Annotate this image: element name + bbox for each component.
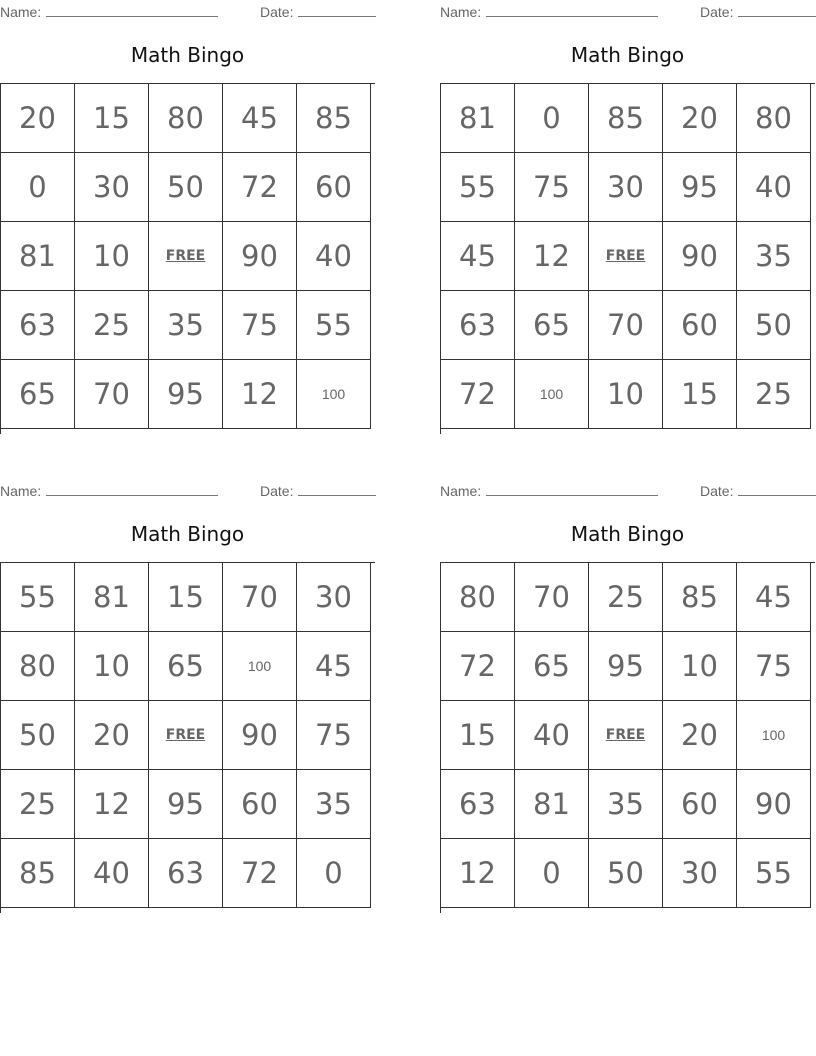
bingo-cell[interactable]: 85 bbox=[297, 84, 371, 153]
bingo-cell[interactable]: 45 bbox=[297, 632, 371, 701]
date-blank-line[interactable] bbox=[738, 3, 816, 17]
bingo-cell[interactable]: 95 bbox=[663, 153, 737, 222]
date-label: Date: bbox=[260, 483, 294, 499]
bingo-cell[interactable]: 15 bbox=[441, 701, 515, 770]
name-blank-line[interactable] bbox=[486, 3, 658, 17]
bingo-cell[interactable]: 60 bbox=[223, 770, 297, 839]
bingo-cell[interactable]: 60 bbox=[663, 291, 737, 360]
bingo-cell[interactable]: 90 bbox=[737, 770, 811, 839]
bingo-cell[interactable]: 10 bbox=[589, 360, 663, 429]
bingo-cell[interactable]: 72 bbox=[223, 839, 297, 908]
bingo-cell[interactable]: 70 bbox=[223, 563, 297, 632]
bingo-cell[interactable]: 63 bbox=[441, 770, 515, 839]
bingo-cell[interactable]: 45 bbox=[441, 222, 515, 291]
bingo-cell[interactable]: 30 bbox=[589, 153, 663, 222]
bingo-cell[interactable]: 100 bbox=[223, 632, 297, 701]
bingo-grid bbox=[0, 83, 375, 434]
bingo-cell[interactable]: 0 bbox=[1, 153, 75, 222]
bingo-cell[interactable]: 35 bbox=[297, 770, 371, 839]
bingo-cell[interactable]: 10 bbox=[663, 632, 737, 701]
name-blank-line[interactable] bbox=[46, 3, 218, 17]
bingo-cell[interactable]: 55 bbox=[1, 563, 75, 632]
bingo-cell[interactable]: 81 bbox=[75, 563, 149, 632]
name-blank-line[interactable] bbox=[46, 482, 218, 496]
date-blank-line[interactable] bbox=[298, 3, 376, 17]
bingo-cell[interactable]: 20 bbox=[75, 701, 149, 770]
bingo-cell[interactable]: 90 bbox=[223, 222, 297, 291]
bingo-cell[interactable]: 65 bbox=[149, 632, 223, 701]
bingo-cell[interactable]: 12 bbox=[223, 360, 297, 429]
bingo-cell[interactable]: 72 bbox=[441, 632, 515, 701]
bingo-cell[interactable]: 80 bbox=[737, 84, 811, 153]
bingo-cell[interactable]: 0 bbox=[297, 839, 371, 908]
bingo-cell[interactable]: 90 bbox=[663, 222, 737, 291]
bingo-cell[interactable]: 50 bbox=[737, 291, 811, 360]
date-label: Date: bbox=[700, 4, 734, 20]
bingo-cell[interactable]: 45 bbox=[737, 563, 811, 632]
bingo-grid bbox=[440, 562, 815, 913]
name-label: Name: bbox=[0, 4, 42, 20]
bingo-cell[interactable]: 75 bbox=[297, 701, 371, 770]
bingo-cell[interactable]: 70 bbox=[75, 360, 149, 429]
bingo-cell[interactable]: 63 bbox=[441, 291, 515, 360]
bingo-cell[interactable]: 90 bbox=[223, 701, 297, 770]
bingo-cell[interactable]: 80 bbox=[1, 632, 75, 701]
bingo-card-1 bbox=[0, 0, 376, 440]
bingo-cell[interactable]: 50 bbox=[149, 153, 223, 222]
bingo-cell[interactable]: 50 bbox=[1, 701, 75, 770]
bingo-cell[interactable]: 70 bbox=[515, 563, 589, 632]
bingo-grid bbox=[0, 562, 375, 913]
bingo-cell[interactable]: 100 bbox=[737, 701, 811, 770]
bingo-cell[interactable]: 75 bbox=[737, 632, 811, 701]
bingo-cell[interactable]: 70 bbox=[589, 291, 663, 360]
bingo-cell[interactable]: 15 bbox=[75, 84, 149, 153]
bingo-cell[interactable]: 12 bbox=[515, 222, 589, 291]
bingo-cell[interactable]: 100 bbox=[297, 360, 371, 429]
bingo-cell[interactable]: 25 bbox=[737, 360, 811, 429]
bingo-cell[interactable]: 35 bbox=[589, 770, 663, 839]
bingo-cell[interactable]: 85 bbox=[1, 839, 75, 908]
card-title: Math Bingo bbox=[570, 43, 685, 67]
card-title: Math Bingo bbox=[570, 522, 685, 546]
name-label: Name: bbox=[440, 4, 482, 20]
bingo-cell[interactable]: 25 bbox=[589, 563, 663, 632]
date-field[interactable] bbox=[260, 482, 376, 499]
bingo-cell[interactable]: 12 bbox=[75, 770, 149, 839]
date-blank-line[interactable] bbox=[298, 482, 376, 496]
bingo-cell[interactable]: 75 bbox=[223, 291, 297, 360]
bingo-card-4 bbox=[440, 479, 816, 919]
name-field[interactable] bbox=[0, 482, 218, 499]
bingo-card-2 bbox=[440, 0, 816, 440]
bingo-cell[interactable]: 60 bbox=[663, 770, 737, 839]
free-space-cell[interactable]: FREE bbox=[589, 701, 663, 770]
bingo-cell[interactable]: 55 bbox=[297, 291, 371, 360]
card-title: Math Bingo bbox=[130, 522, 245, 546]
bingo-cell[interactable]: 95 bbox=[149, 770, 223, 839]
name-blank-line[interactable] bbox=[486, 482, 658, 496]
name-field[interactable] bbox=[0, 3, 218, 20]
bingo-grid bbox=[440, 83, 815, 434]
bingo-cell[interactable]: 80 bbox=[149, 84, 223, 153]
bingo-cell[interactable]: 35 bbox=[737, 222, 811, 291]
bingo-cell[interactable]: 0 bbox=[515, 839, 589, 908]
name-field[interactable] bbox=[440, 3, 658, 20]
bingo-cell[interactable]: 80 bbox=[441, 563, 515, 632]
bingo-cell[interactable]: 20 bbox=[1, 84, 75, 153]
bingo-cell[interactable]: 65 bbox=[515, 632, 589, 701]
bingo-cell[interactable]: 30 bbox=[663, 839, 737, 908]
bingo-cell[interactable]: 40 bbox=[75, 839, 149, 908]
card-title: Math Bingo bbox=[130, 43, 245, 67]
bingo-cell[interactable]: 72 bbox=[223, 153, 297, 222]
bingo-cell[interactable]: 12 bbox=[441, 839, 515, 908]
bingo-cell[interactable]: 45 bbox=[223, 84, 297, 153]
date-field[interactable] bbox=[260, 3, 376, 20]
bingo-cell[interactable]: 85 bbox=[589, 84, 663, 153]
bingo-cell[interactable]: 95 bbox=[149, 360, 223, 429]
date-blank-line[interactable] bbox=[738, 482, 816, 496]
bingo-cell[interactable]: 20 bbox=[663, 84, 737, 153]
name-label: Name: bbox=[0, 483, 42, 499]
bingo-cell[interactable]: 81 bbox=[515, 770, 589, 839]
date-field[interactable] bbox=[700, 3, 816, 20]
date-label: Date: bbox=[260, 4, 294, 20]
bingo-cell[interactable]: 25 bbox=[75, 291, 149, 360]
bingo-cell[interactable]: 85 bbox=[663, 563, 737, 632]
bingo-cell[interactable]: 65 bbox=[1, 360, 75, 429]
bingo-cell[interactable]: 40 bbox=[737, 153, 811, 222]
date-label: Date: bbox=[700, 483, 734, 499]
bingo-cell[interactable]: 15 bbox=[149, 563, 223, 632]
name-label: Name: bbox=[440, 483, 482, 499]
bingo-cell[interactable]: 40 bbox=[515, 701, 589, 770]
free-space-cell[interactable]: FREE bbox=[149, 222, 223, 291]
name-field[interactable] bbox=[440, 482, 658, 499]
bingo-cell[interactable]: 30 bbox=[75, 153, 149, 222]
bingo-cell[interactable]: 63 bbox=[149, 839, 223, 908]
bingo-cell[interactable]: 0 bbox=[515, 84, 589, 153]
bingo-cell[interactable]: 63 bbox=[1, 291, 75, 360]
bingo-cell[interactable]: 75 bbox=[515, 153, 589, 222]
bingo-cell[interactable]: 55 bbox=[441, 153, 515, 222]
bingo-cell[interactable]: 81 bbox=[441, 84, 515, 153]
bingo-card-3 bbox=[0, 479, 376, 919]
free-space-cell[interactable]: FREE bbox=[589, 222, 663, 291]
bingo-cell[interactable]: 100 bbox=[515, 360, 589, 429]
bingo-cell[interactable]: 10 bbox=[75, 222, 149, 291]
bingo-cell[interactable]: 35 bbox=[149, 291, 223, 360]
bingo-cell[interactable]: 20 bbox=[663, 701, 737, 770]
bingo-cell[interactable]: 50 bbox=[589, 839, 663, 908]
bingo-cell[interactable]: 65 bbox=[515, 291, 589, 360]
bingo-cell[interactable]: 30 bbox=[297, 563, 371, 632]
free-space-cell[interactable]: FREE bbox=[149, 701, 223, 770]
bingo-cell[interactable]: 81 bbox=[1, 222, 75, 291]
bingo-cell[interactable]: 10 bbox=[75, 632, 149, 701]
bingo-cell[interactable]: 60 bbox=[297, 153, 371, 222]
bingo-cell[interactable]: 55 bbox=[737, 839, 811, 908]
bingo-cell[interactable]: 40 bbox=[297, 222, 371, 291]
date-field[interactable] bbox=[700, 482, 816, 499]
bingo-cell[interactable]: 95 bbox=[589, 632, 663, 701]
bingo-cell[interactable]: 15 bbox=[663, 360, 737, 429]
bingo-cell[interactable]: 25 bbox=[1, 770, 75, 839]
bingo-cell[interactable]: 72 bbox=[441, 360, 515, 429]
